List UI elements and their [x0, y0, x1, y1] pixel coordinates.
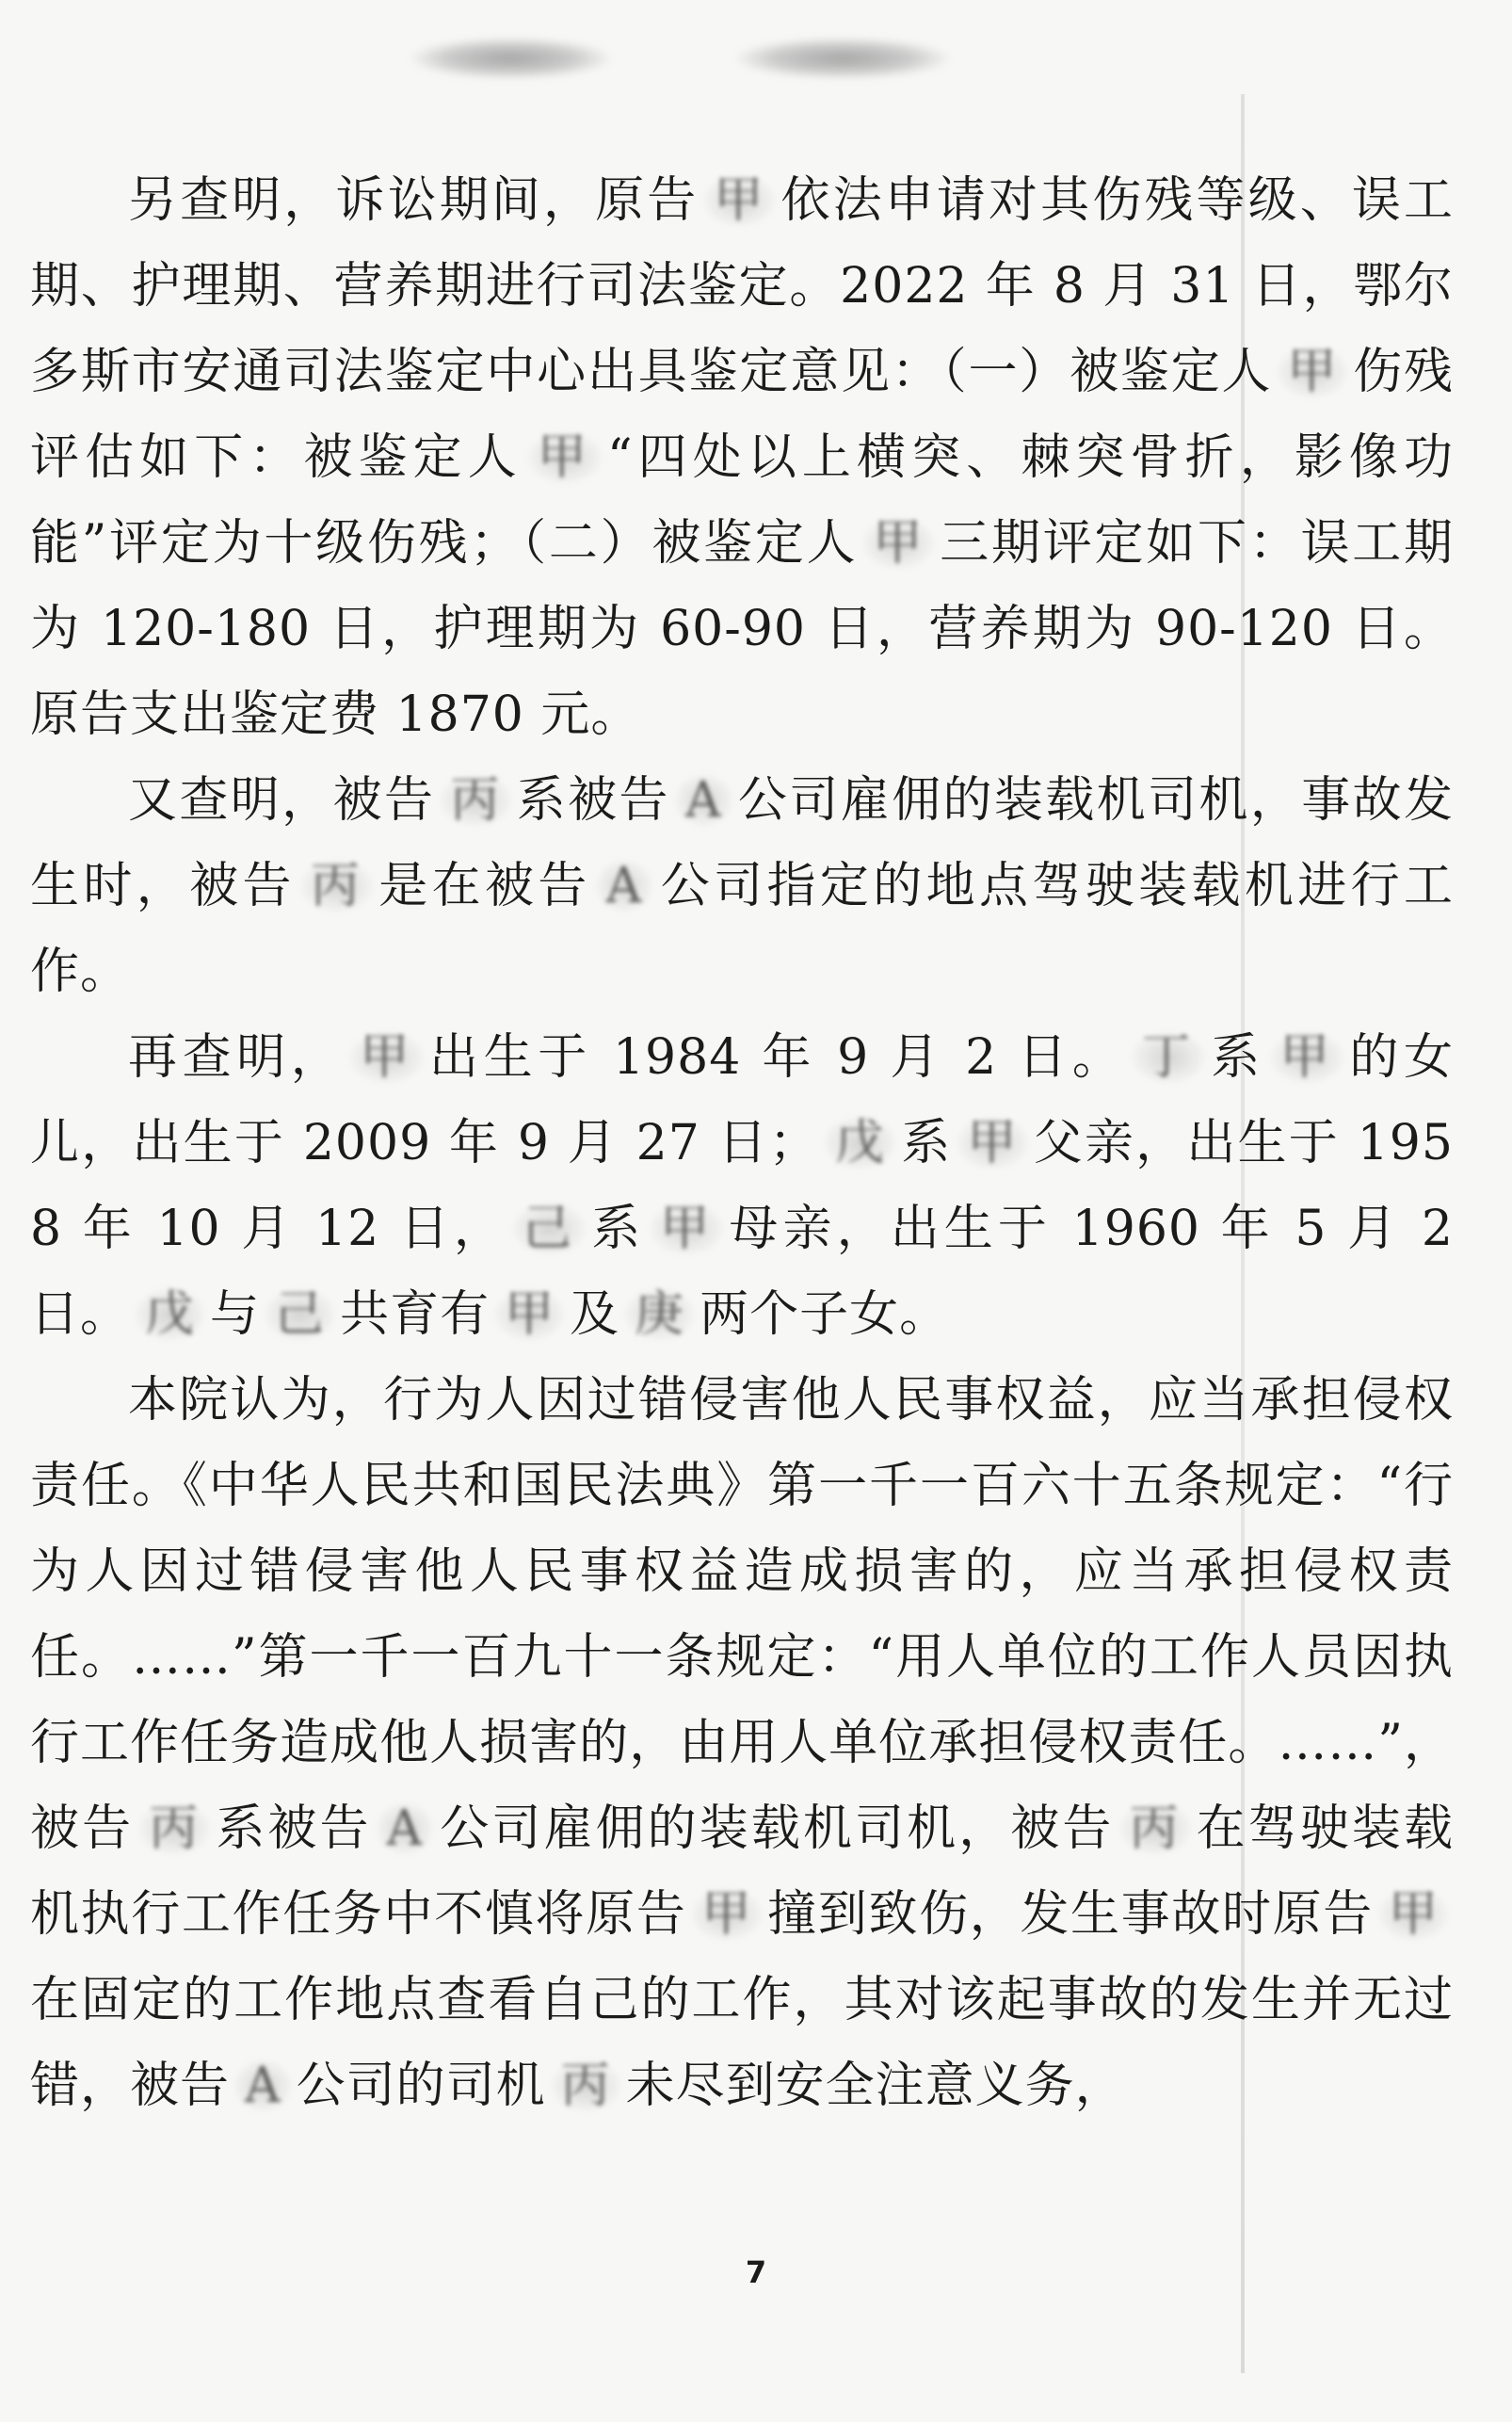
redacted-name: 甲	[1375, 1886, 1452, 1943]
text-segment: 的女儿，出生于 2009 年 9 月 27 日；	[30, 1029, 1454, 1171]
text-segment: 是在被告	[378, 858, 591, 914]
paragraph-finding-appraisal	[30, 158, 1454, 758]
text-segment: 又查明，被告	[128, 772, 436, 829]
redacted-name: 丁	[1129, 1029, 1210, 1086]
text-segment: “四处以上横突、棘突骨折，影像功能”评定为十级伤残；（二）被鉴定人	[30, 429, 1454, 572]
redacted-name: 甲	[346, 1029, 427, 1086]
text-segment: 共育有	[340, 1286, 491, 1343]
text-segment: 公司的司机	[296, 2058, 546, 2114]
redacted-name: 甲	[954, 1115, 1031, 1171]
text-segment: 再查明，	[128, 1029, 346, 1086]
redacted-name: A	[374, 1800, 437, 1857]
text-segment: 在固定的工作地点查看自己的工作，其对该起事故的发生并无过错，被告	[30, 1972, 1454, 2114]
redacted-name: 甲	[860, 515, 938, 572]
text-segment: 依法申请对其伤残等级、误工期、护理期、营养期进行司法鉴定。2022 年 8 月 31 日，鄂尔多斯市安通司法鉴定中心出具鉴定意见：（一）被鉴定人	[30, 172, 1454, 400]
text-segment: 父亲，出生于 1958 年 10 月 12 日，	[30, 1115, 1454, 1257]
redacted-name: 甲	[1274, 344, 1351, 400]
redacted-name: A	[232, 2058, 295, 2114]
redacted-name: 丙	[548, 2058, 624, 2114]
redacted-name: 甲	[1267, 1029, 1348, 1086]
text-segment: 撞到致伤，发生事故时原告	[767, 1886, 1374, 1943]
text-segment: 在驾驶装载机执行工作任务中不慎将原告	[30, 1800, 1454, 1943]
redacted-name: A	[593, 858, 656, 914]
text-segment: 本院认为，行为人因过错侵害他人民事权益，应当承担侵权责任。《中华人民共和国民法典》第一千一百六十五条规定：“行为人因过错侵害他人民事权益造成损害的，应当承担侵权责任。……”第一千一百九十一条规定：“用人单位的工作人员因执行工作任务造成他人损害的，由用人单位承担侵权责任。……”，被告	[30, 1372, 1454, 1857]
redacted-name: 甲	[688, 1886, 765, 1943]
redacted-name: 庚	[621, 1286, 698, 1343]
text-segment: 系	[1211, 1029, 1265, 1086]
paragraph-finding-employment	[30, 758, 1454, 1015]
redacted-name: 甲	[491, 1286, 568, 1343]
text-segment: 两个子女。	[700, 1286, 950, 1343]
redacted-name: 丙	[298, 858, 377, 914]
text-segment: 公司雇佣的装载机司机，被告	[438, 1800, 1115, 1857]
redacted-name: 己	[262, 1286, 338, 1343]
text-segment: 系	[901, 1115, 953, 1171]
paragraph-finding-family	[30, 1015, 1454, 1358]
redacted-name: 丙	[136, 1800, 214, 1857]
text-segment: 及	[570, 1286, 620, 1343]
redacted-name: A	[672, 772, 735, 829]
text-segment: 伤残评估如下：被鉴定人	[30, 344, 1454, 486]
text-segment: 系	[591, 1201, 646, 1257]
paragraph-court-opinion	[30, 1358, 1454, 2129]
redacted-name: 戊	[821, 1115, 899, 1171]
text-segment: 另查明，诉讼期间，原告	[128, 172, 700, 229]
redacted-name: 己	[509, 1201, 589, 1257]
redacted-name: 戊	[132, 1286, 208, 1343]
redacted-name: 丙	[1117, 1800, 1195, 1857]
text-segment: 母亲，出生于 1960 年 5 月 2 日。	[30, 1201, 1454, 1343]
text-segment: 公司指定的地点驾驶装载机进行工作。	[30, 858, 1454, 1000]
header-redaction-right	[734, 38, 951, 79]
text-segment: 出生于 1984 年 9 月 2 日。	[429, 1029, 1127, 1086]
text-segment: 系被告	[516, 772, 670, 829]
document-body	[30, 158, 1454, 2129]
redacted-name: 丙	[437, 772, 514, 829]
text-segment: 与	[210, 1286, 261, 1343]
text-segment: 系被告	[216, 1800, 372, 1857]
text-segment: 未尽到安全注意义务，	[625, 2058, 1125, 2114]
redacted-name: 甲	[647, 1201, 727, 1257]
header-redaction-left	[410, 38, 612, 79]
redacted-name: 甲	[700, 172, 779, 229]
text-segment: 三期评定如下：误工期为 120-180 日，护理期为 60-90 日，营养期为 90-120 日。原告支出鉴定费 1870 元。	[30, 515, 1454, 743]
redacted-name: 甲	[524, 429, 605, 486]
text-segment: 公司雇佣的装载机司机，事故发生时，被告	[30, 772, 1454, 914]
page-number: 7	[745, 2254, 767, 2290]
